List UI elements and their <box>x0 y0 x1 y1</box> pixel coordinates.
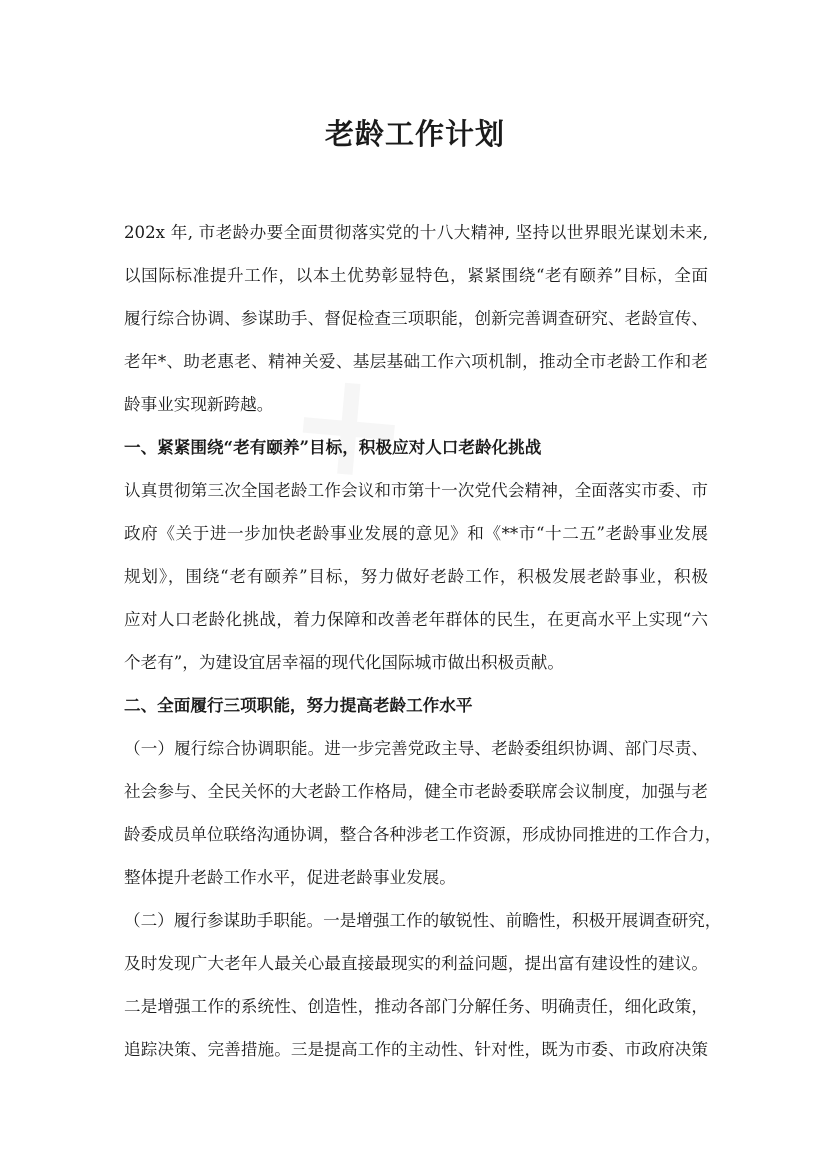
paragraph-line: （二）履行参谋助手职能。一是增强工作的敏锐性、前瞻性，积极开展调查研究， <box>124 911 722 930</box>
paragraph-line: （一）履行综合协调职能。进一步完善党政主导、老龄委组织协调、部门尽责、 <box>124 739 708 758</box>
paragraph-line: 老年*、助老惠老、精神关爱、基层基础工作六项机制，推动全市老龄工作和老 <box>124 352 708 371</box>
section-heading: 一、紧紧围绕“老有颐养”目标，积极应对人口老龄化挑战 <box>124 437 542 457</box>
paragraph-line: 整体提升老龄工作水平，促进老龄事业发展。 <box>124 868 456 887</box>
paragraph-line: 龄委成员单位联络沟通协调，整合各种涉老工作资源，形成协同推进的工作合力， <box>124 825 722 844</box>
paragraph-line: 个老有”，为建设宜居幸福的现代化国际城市做出积极贡献。 <box>124 653 564 672</box>
paragraph-line: 社会参与、全民关怀的大老龄工作格局，健全市老龄委联席会议制度，加强与老 <box>124 782 708 801</box>
paragraph-line: 以国际标准提升工作，以本土优势彰显特色，紧紧围绕“老有颐养”目标，全面 <box>124 266 708 285</box>
paragraph-line: 认真贯彻第三次全国老龄工作会议和市第十一次党代会精神，全面落实市委、市 <box>124 481 708 500</box>
paragraph-line: 政府《关于进一步加快老龄事业发展的意见》和《**市“十二五”老龄事业发展 <box>124 524 708 543</box>
paragraph-line: 龄事业实现新跨越。 <box>124 395 274 414</box>
paragraph-line: 追踪决策、完善措施。三是提高工作的主动性、针对性，既为市委、市政府决策 <box>124 1040 708 1059</box>
paragraph-line: 202x 年, 市老龄办要全面贯彻落实党的十八大精神, 坚持以世界眼光谋划未来, <box>124 223 708 242</box>
document-body <box>124 211 722 1071</box>
paragraph-line: 二是增强工作的系统性、创造性，推动各部门分解任务、明确责任，细化政策， <box>124 997 708 1016</box>
document-title: 老龄工作计划 <box>324 117 505 151</box>
paragraph-line: 履行综合协调、参谋助手、督促检查三项职能，创新完善调查研究、老龄宣传、 <box>124 309 708 328</box>
paragraph-line: 应对人口老龄化挑战，着力保障和改善老年群体的民生，在更高水平上实现“六 <box>124 610 708 629</box>
paragraph-line: 规划》，围绕“老有颐养”目标，努力做好老龄工作，积极发展老龄事业，积极 <box>124 567 708 586</box>
section-heading: 二、全面履行三项职能，努力提高老龄工作水平 <box>124 695 473 715</box>
paragraph-line: 及时发现广大老年人最关心最直接最现实的利益问题，提出富有建设性的建议。 <box>124 954 708 973</box>
